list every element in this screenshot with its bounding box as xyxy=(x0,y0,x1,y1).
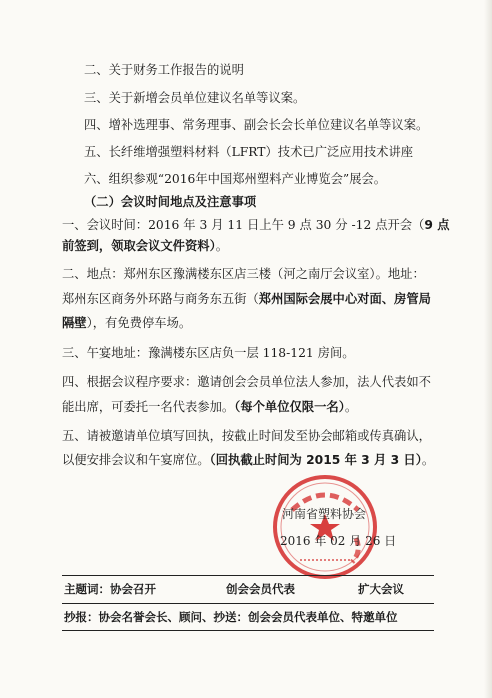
signature-date: 2016 年 02 月 26 日 xyxy=(280,534,397,548)
para-2-end: ），有免费停车场。 xyxy=(86,316,192,330)
para-1-bold-2: 前签到，领取会议文件资料） xyxy=(62,239,216,253)
signature-org: 河南省塑料协会 xyxy=(282,507,367,521)
divider-top xyxy=(62,575,434,576)
agenda-item-5: 五、长纤维增强塑料材料（LFRT）技术已广泛应用技术讲座 xyxy=(84,145,414,159)
para-4-line-1: 四、根据会议程序要求：邀请创会会员单位法人参加，法人代表如不 xyxy=(62,375,431,389)
para-5-text: 以便安排会议和午宴席位。 xyxy=(62,453,210,467)
footer-cc: 抄报：协会名誉会长、顾问、抄送：创会会员代表单位、特邀单位 xyxy=(64,610,398,624)
para-3: 三、午宴地址：豫满楼东区店负一层 118-121 房间。 xyxy=(62,346,355,360)
para-4-bold: （每个单位仅限一名） xyxy=(234,400,345,414)
para-1-text: 一、会议时间：2016 年 3 月 11 日上午 9 点 30 分 -12 点开会（ xyxy=(62,218,425,232)
para-5-bold: （回执截止时间为 2015 年 3 月 3 日） xyxy=(209,453,422,467)
para-5-line-2 xyxy=(62,452,434,469)
divider-middle xyxy=(62,603,434,604)
footer-subject-label: 主题词：协会召开 xyxy=(64,582,156,596)
divider-bottom xyxy=(62,630,434,631)
para-2-bold: 郑州国际会展中心对面、房管局 xyxy=(258,292,431,306)
agenda-item-4: 四、增补选理事、常务理事、副会长会长单位建议名单等议案。 xyxy=(84,118,429,132)
section-heading: （二）会议时间地点及注意事项 xyxy=(84,195,257,209)
para-5-end: 。 xyxy=(421,453,435,467)
para-2-line-3 xyxy=(62,315,191,332)
para-4-text: 能出席，可委托一名代表参加。 xyxy=(62,400,235,414)
para-4-end: 。 xyxy=(344,400,358,414)
para-5-line-1: 五、请被邀请单位填写回执，按截止时间发至协会邮箱或传真确认， xyxy=(62,429,431,443)
para-1-line-2 xyxy=(62,238,228,255)
footer-subject-right: 扩大会议 xyxy=(358,582,404,596)
agenda-item-6: 六、组织参观“2016年中国郑州塑料产业博览会”展会。 xyxy=(84,172,387,186)
para-1-line-1 xyxy=(62,217,450,234)
red-seal-icon xyxy=(270,472,380,582)
para-1-end: 。 xyxy=(215,239,229,253)
agenda-item-3: 三、关于新增会员单位建议名单等议案。 xyxy=(84,91,306,105)
para-1-bold: 9 点 xyxy=(424,218,450,232)
page-edge xyxy=(484,0,492,698)
agenda-item-2: 二、关于财务工作报告的说明 xyxy=(84,63,244,77)
para-2-bold-2: 隔壁 xyxy=(62,316,87,330)
para-2-line-2 xyxy=(62,291,431,308)
footer-subject-mid: 创会会员代表 xyxy=(226,582,295,596)
para-2-text: 郑州东区商务外环路与商务东五街（ xyxy=(62,292,259,306)
para-2-line-1: 二、地点：郑州东区豫满楼东区店三楼（河之南厅会议室）。地址： xyxy=(62,267,425,281)
para-4-line-2 xyxy=(62,399,357,416)
